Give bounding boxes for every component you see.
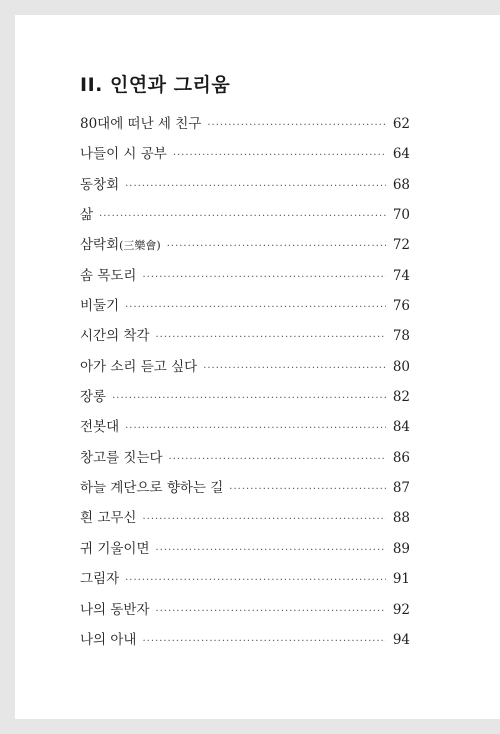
toc-dot-leader (125, 423, 386, 434)
toc-page-number: 68 (392, 176, 410, 193)
toc-page-number: 89 (392, 540, 410, 557)
toc-entry (80, 446, 410, 476)
toc-dot-leader (125, 575, 386, 586)
toc-dot-leader (156, 606, 387, 617)
toc-entry-title: 나들이 시 공부 (80, 146, 167, 163)
toc-dot-leader (169, 454, 386, 465)
toc-entry (80, 294, 410, 324)
toc-entry (80, 264, 410, 294)
toc-dot-leader (173, 150, 386, 161)
toc-entry-title: 아가 소리 듣고 싶다 (80, 358, 198, 375)
toc-entry (80, 506, 410, 536)
toc-dot-leader (207, 120, 386, 131)
toc-entry (80, 233, 410, 263)
toc-entry (80, 598, 410, 628)
toc-dot-leader (142, 514, 386, 525)
toc-page-number: 82 (392, 389, 410, 406)
toc-page-number: 84 (392, 419, 410, 436)
toc-entry-title: 나의 아내 (80, 631, 137, 648)
toc-entry (80, 112, 410, 142)
toc-entry (80, 173, 410, 203)
toc-entry (80, 537, 410, 567)
toc-dot-leader (125, 181, 386, 192)
toc-entry-title: 동창회 (80, 176, 120, 193)
toc-page-number: 87 (392, 480, 410, 497)
toc-entry-title: 귀 기울이면 (80, 540, 150, 557)
toc-dot-leader (99, 211, 386, 222)
toc-entry-title: 삶 (80, 207, 94, 224)
toc-page-number: 72 (392, 237, 410, 254)
toc-entry (80, 476, 410, 506)
toc-dot-leader (203, 363, 386, 374)
toc-entry (80, 355, 410, 385)
toc-entry-title: 80대에 떠난 세 친구 (80, 116, 202, 132)
toc-entry-title: 그림자 (80, 571, 120, 588)
toc-page-number: 86 (392, 449, 410, 466)
toc-entry-title: 장롱 (80, 389, 107, 406)
toc-dot-leader (142, 272, 386, 283)
toc-page-number: 70 (392, 207, 410, 224)
toc-page-number: 92 (392, 601, 410, 618)
toc-entry (80, 628, 410, 658)
toc-dot-leader (156, 545, 387, 556)
toc-entry-title: 시간의 착각 (80, 328, 150, 345)
toc-dot-leader (229, 484, 386, 495)
toc-page-number: 88 (392, 510, 410, 527)
toc-dot-leader (156, 332, 387, 343)
toc-entry (80, 415, 410, 445)
section-title: II. 인연과 그리움 (80, 74, 231, 96)
toc-entry (80, 324, 410, 354)
toc-entry-title: 창고를 짓는다 (80, 449, 163, 466)
toc-entry (80, 142, 410, 172)
toc-entry-title: 솜 목도리 (80, 267, 137, 284)
toc-dot-leader (112, 393, 386, 404)
toc-page-number: 80 (392, 358, 410, 375)
toc-dot-leader (142, 636, 386, 647)
toc-entry-title-hanja: (三樂會) (119, 239, 161, 253)
toc-page-number: 62 (392, 116, 410, 132)
toc-page-number: 76 (392, 298, 410, 315)
toc-entry-title-main: 삼락회 (80, 237, 120, 254)
toc-entry-title: 전봇대 (80, 419, 120, 436)
toc-entry (80, 385, 410, 415)
toc-entry-title (80, 233, 167, 253)
toc-page-number: 78 (392, 328, 410, 345)
toc-entry (80, 567, 410, 597)
toc-page-number: 94 (392, 631, 410, 648)
toc-page-number: 64 (392, 146, 410, 163)
toc-entry-title: 나의 동반자 (80, 601, 150, 618)
toc-entry (80, 203, 410, 233)
toc-entry-title: 흰 고무신 (80, 510, 137, 527)
toc-page-number: 74 (392, 267, 410, 284)
toc-dot-leader (167, 241, 386, 252)
toc-dot-leader (125, 302, 386, 313)
toc-entry-title: 비둘기 (80, 298, 120, 315)
table-of-contents (80, 112, 410, 658)
toc-entry-title: 하늘 계단으로 향하는 길 (80, 480, 224, 497)
toc-page-number: 91 (392, 571, 410, 588)
